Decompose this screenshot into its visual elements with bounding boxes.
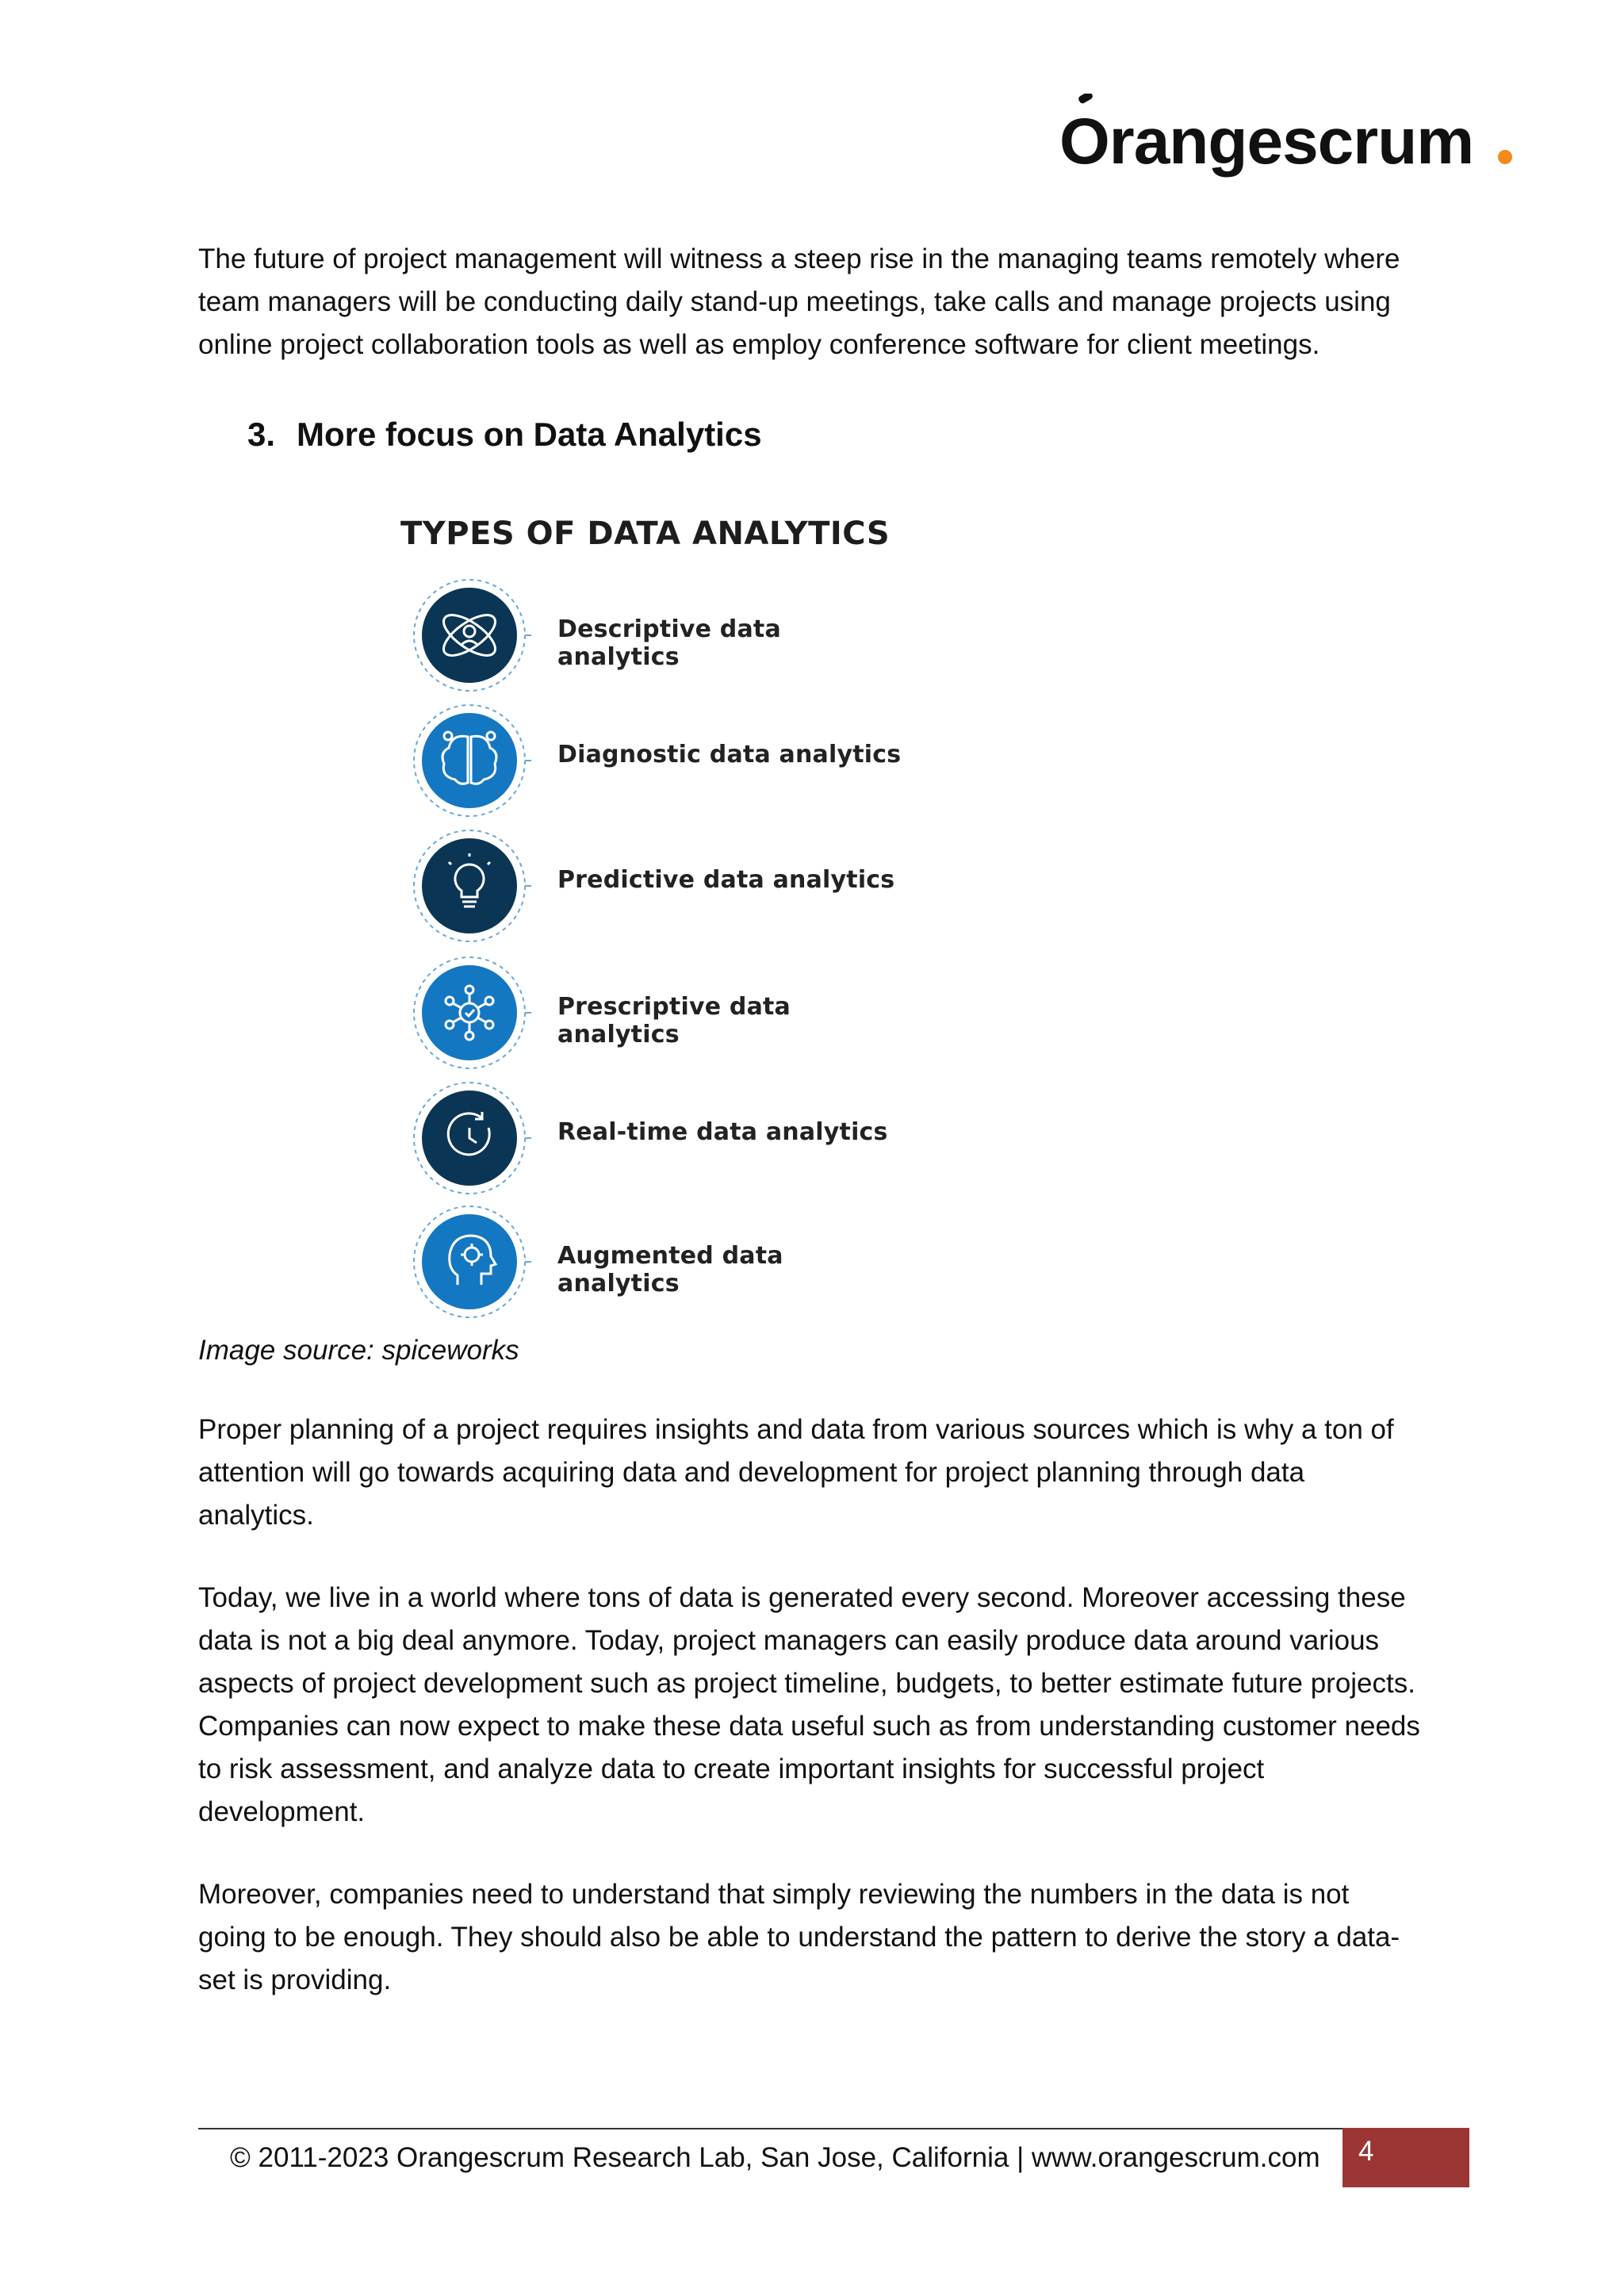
network-icon: [410, 953, 537, 1072]
footer-copyright: [230, 2137, 1320, 2179]
infographic-title: TYPES OF DATA ANALYTICS: [400, 516, 891, 552]
section-heading: [247, 411, 762, 458]
image-caption: Image source: spiceworks: [198, 1335, 519, 1366]
lightbulb-icon: [410, 826, 537, 945]
analytics-item-diagnostic: [400, 701, 908, 820]
brain-icon: [410, 701, 537, 820]
page-number-box: [1342, 2128, 1469, 2187]
intro-paragraph: The future of project management will witness a steep rise in the managing teams remotely where team managers will be conducting daily stand-up meetings, take calls and manage projects using online project collaboration tools as well as employ conference software for client meetings.: [198, 243, 1400, 360]
body-paragraph-2: Today, we live in a world where tons of data is generated every second. Moreover accessing these data is not a big deal anymore. Today, project managers can easily produce data around various aspects of project development such as project timeline, budgets, to better estimate future projects. Companies can now expect to make these data useful such as from understanding customer needs to risk assessment, and analyze data to create important insights for successful project development.: [198, 1582, 1420, 1827]
analytics-item-label: Prescriptive data analytics: [557, 993, 791, 1048]
footer-divider: [198, 2128, 1342, 2129]
footer-link[interactable]: © 2011-2023 Orangescrum Research Lab, San Jose, California | www.orangescrum.com: [230, 2142, 1320, 2173]
body-paragraph-1: Proper planning of a project requires insights and data from various sources which is why a ton of attention will go towards acquiring data and development for project planning through data analytics.: [198, 1414, 1394, 1531]
data-analytics-infographic: [400, 516, 908, 1332]
head-gear-icon: [410, 1202, 537, 1321]
logo-dot: [1498, 150, 1512, 164]
analytics-item-real-time: [400, 1079, 908, 1198]
section-title: More focus on Data Analytics: [297, 416, 762, 453]
page-number: 4: [1358, 2136, 1374, 2167]
section-number: 3.: [247, 416, 276, 453]
analytics-item-label: Augmented data analytics: [557, 1242, 783, 1297]
analytics-item-descriptive: [400, 576, 908, 695]
analytics-item-label: Diagnostic data analytics: [557, 741, 902, 769]
atom-icon: [410, 576, 537, 695]
logo-wordmark: Orangescrum: [1059, 105, 1474, 178]
orangescrum-logo: [1059, 94, 1519, 197]
body-paragraph-3: Moreover, companies need to understand that simply reviewing the numbers in the data is not going to be enough. They should also be able to understand the pattern to derive the story a data- set is providing.: [198, 1879, 1400, 1995]
analytics-item-label: Predictive data analytics: [557, 866, 895, 894]
analytics-item-label: Real-time data analytics: [557, 1118, 888, 1146]
clock-icon: [410, 1079, 537, 1198]
analytics-item-augmented: [400, 1202, 908, 1321]
analytics-item-prescriptive: [400, 953, 908, 1072]
analytics-item-predictive: [400, 826, 908, 945]
analytics-item-label: Descriptive data analytics: [557, 615, 781, 671]
